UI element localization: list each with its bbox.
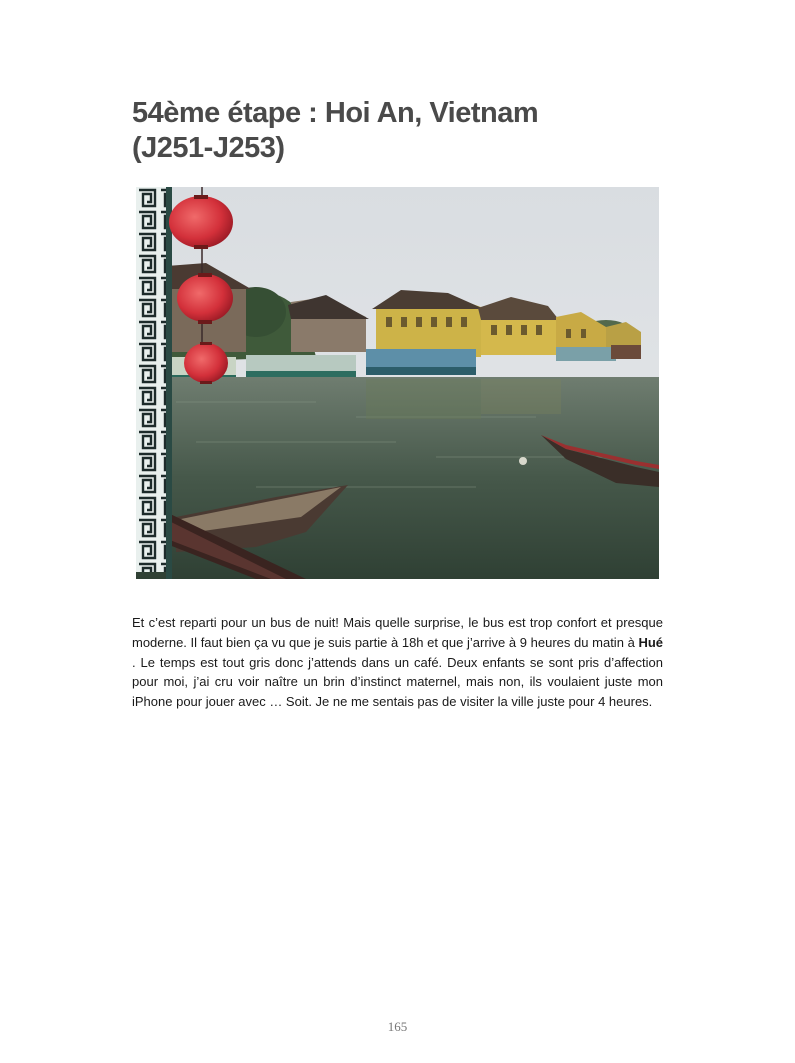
paragraph-part-1: Et c’est reparti pour un bus de nuit! Mais quelle surprise, le bus est trop confort et presque moderne. Il faut bien ça vu que je suis partie à 18h et que j’arrive à 9 heures du matin à (132, 615, 663, 650)
title-line-1: 54ème étape : Hoi An, Vietnam (132, 97, 539, 129)
paragraph-bold-city: Hué (638, 634, 663, 650)
page-title (132, 96, 672, 166)
body-paragraph (132, 613, 663, 712)
title-line-2: (J251-J253) (132, 132, 285, 164)
page-number: 165 (387, 1019, 408, 1034)
paragraph-part-2: . Le temps est tout gris donc j’attends dans un café. Deux enfants se sont pris d’affection pour moi, j’ai cru voir naître un brin d’instinct maternel, mais non, ils voulaient juste mon iPhone pour jouer avec … Soit. Je ne me sentais pas de visiter la ville juste pour 4 heures. (132, 654, 663, 710)
hoi-an-river-photo (136, 187, 659, 579)
